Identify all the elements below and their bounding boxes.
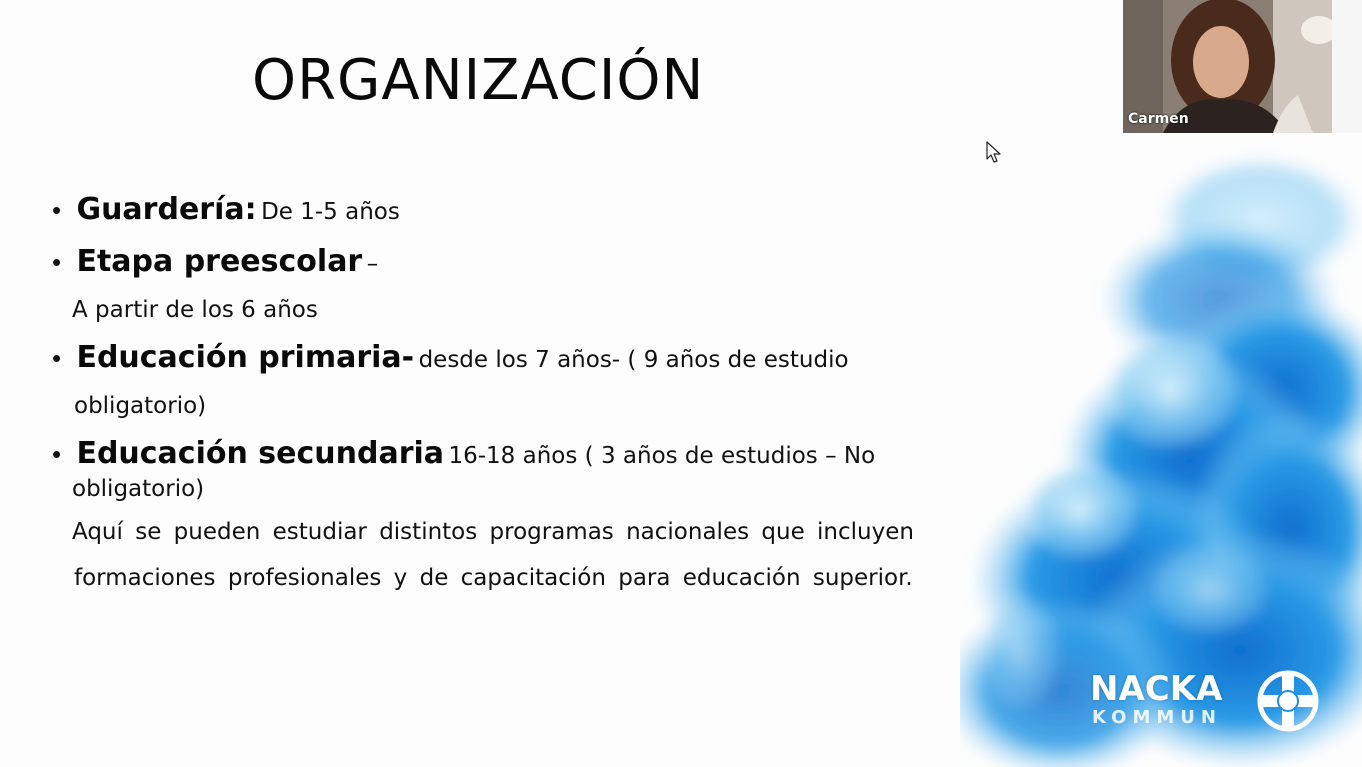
bullet-item-primaria — [52, 340, 849, 375]
bullet-dot: • — [52, 439, 62, 469]
bullet-text: – — [366, 251, 379, 277]
bullet-dot: • — [52, 247, 62, 277]
bullet-item-guarderia — [52, 192, 400, 227]
logo-text-nacka: NACKA — [1090, 669, 1223, 709]
bullet-heading: Educación primaria- — [76, 340, 415, 375]
bullet-item-secundaria — [52, 436, 875, 471]
paragraph-line: Aquí se pueden estudiar distintos programas nacionales que incluyen — [72, 519, 914, 545]
video-side-gap — [1332, 0, 1362, 133]
bullet-continuation: obligatorio) — [72, 476, 205, 502]
nacka-kommun-logo — [1090, 665, 1322, 737]
bullet-item-preescolar — [52, 244, 378, 279]
bullet-text: 16-18 años ( 3 años de estudios – No — [448, 443, 876, 469]
bullet-text: desde los 7 años- ( 9 años de estudio — [418, 347, 849, 373]
participant-name-label: Carmen — [1128, 111, 1189, 127]
participant-video-tile[interactable] — [1123, 0, 1332, 133]
bullet-heading: Educación secundaria — [76, 436, 445, 471]
logo-text-kommun: KOMMUN — [1092, 707, 1222, 728]
bullet-dot: • — [52, 343, 62, 373]
bullet-continuation: A partir de los 6 años — [72, 297, 318, 323]
arrow-cursor-icon — [986, 141, 1002, 165]
bullet-dot: • — [52, 195, 62, 225]
bullet-heading: Etapa preescolar — [76, 244, 363, 279]
bullet-heading: Guardería: — [76, 192, 257, 227]
bullet-text: De 1-5 años — [261, 199, 400, 225]
nacka-emblem-icon — [1256, 667, 1320, 735]
bullet-continuation: obligatorio) — [74, 393, 207, 419]
paragraph-line: formaciones profesionales y de capacitación para educación superior. — [74, 565, 913, 591]
slide-title: ORGANIZACIÓN — [252, 48, 705, 113]
